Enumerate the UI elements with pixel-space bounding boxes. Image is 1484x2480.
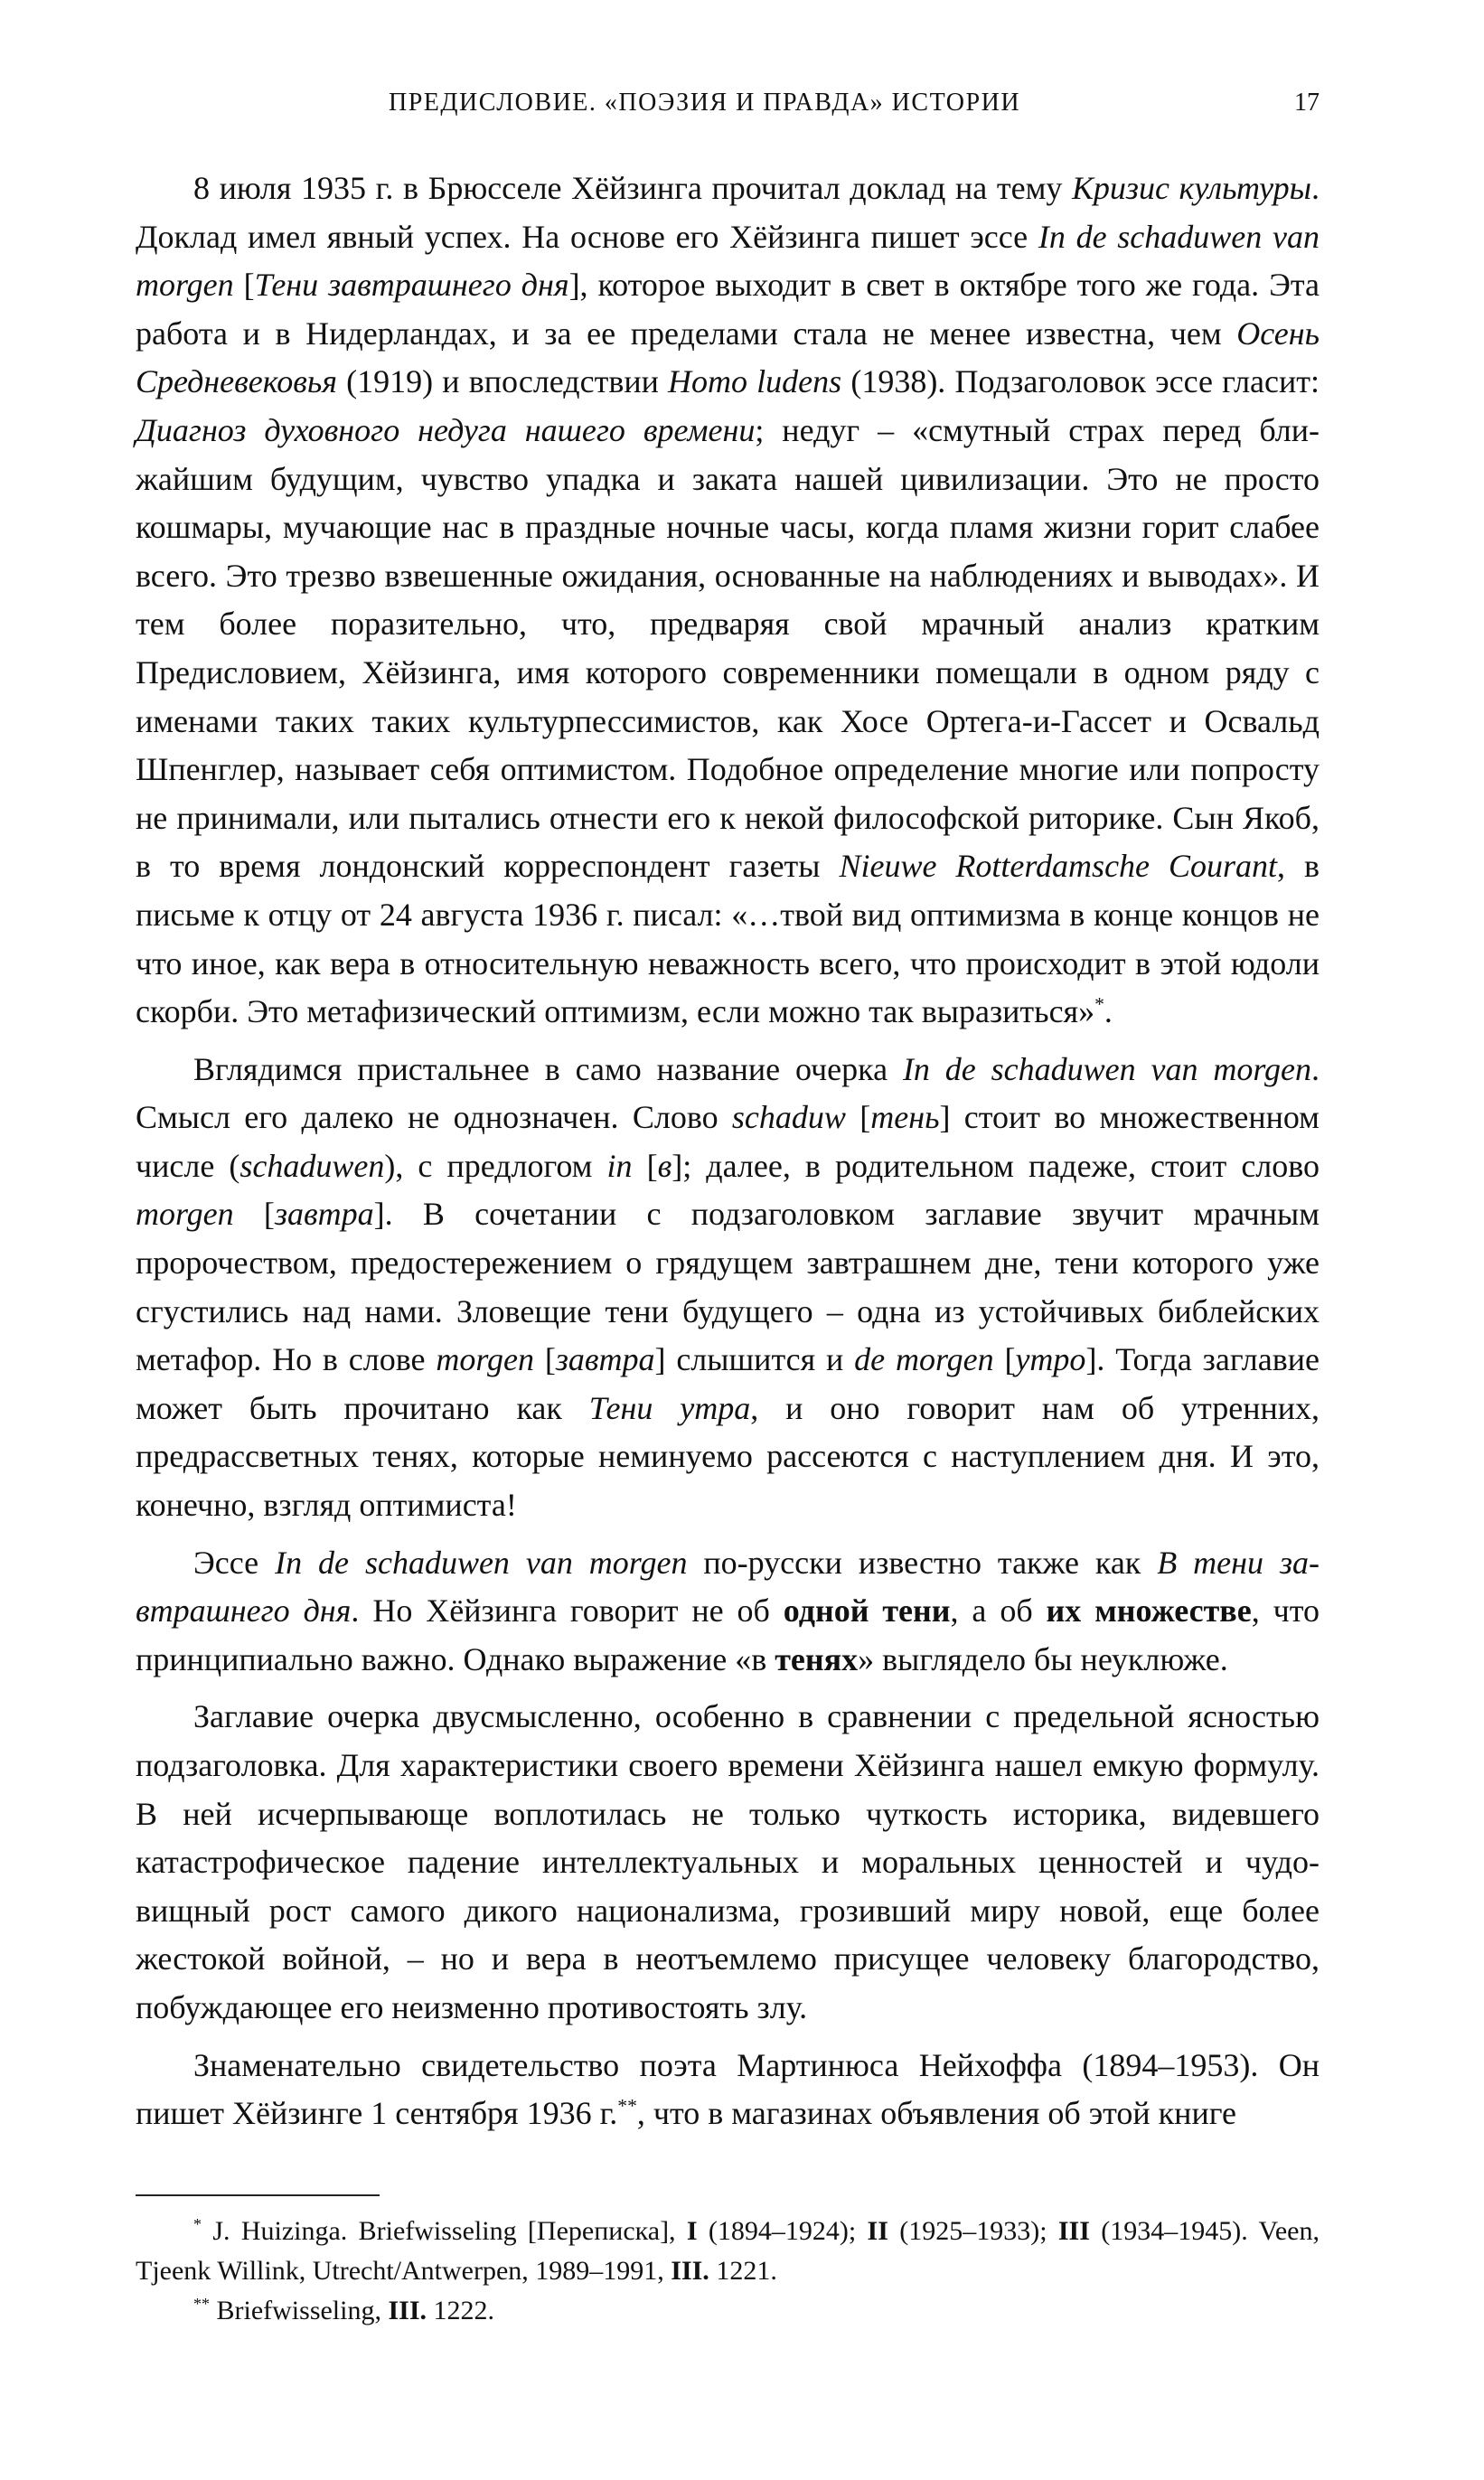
footnote-marker: **: [617, 2095, 637, 2118]
bold-text: I: [686, 2216, 698, 2246]
page-number: 17: [1294, 89, 1320, 117]
text-run: (1925–1933);: [888, 2216, 1058, 2246]
text-run: по-русски известно также как: [687, 1544, 1158, 1581]
paragraph-2: [136, 1046, 1320, 1530]
italic-text: завтра: [555, 1341, 655, 1378]
running-header: [136, 89, 1320, 125]
text-run: 8 июля 1935 г. в Брюсселе Хёйзинга прочитал доклад на тему: [193, 170, 1072, 206]
text-run: J. Huizinga. Briefwisseling [Переписка],: [202, 2216, 687, 2246]
italic-text: Тени завтрашнего дня: [254, 267, 569, 304]
italic-text: в: [657, 1147, 672, 1184]
italic-text: утро: [1015, 1341, 1086, 1378]
text-run: [: [233, 1196, 275, 1233]
text-run: [: [632, 1147, 658, 1184]
italic-text: В тени завтрашнего дня: [136, 1544, 1320, 1630]
text-run: Briefwisseling,: [210, 2296, 389, 2325]
text-run: » выглядело бы неуклюже.: [858, 1640, 1228, 1677]
text-run: . Смысл его далеко не однозначен. Слово: [136, 1050, 1320, 1136]
footnote-1: [136, 2212, 1320, 2291]
italic-text: Кризис культуры: [1072, 170, 1312, 206]
bold-text: III.: [671, 2256, 709, 2286]
italic-text: Диагноз духовного недуга нашего времени: [136, 411, 756, 448]
italic-text: morgen: [436, 1341, 534, 1378]
text-run: (1919) и впоследствии: [336, 363, 669, 400]
paragraph-1: [136, 164, 1320, 1037]
text-run: , что принципиально важно. Однако выражение «в: [136, 1592, 1320, 1677]
italic-text: In de schaduwen van morgen: [902, 1050, 1312, 1087]
text-run: (1934–1945). Veen, Tjeenk Willink, Utrecht/Antwerpen, 1989–1991,: [136, 2216, 1320, 2286]
footnotes: [136, 2212, 1320, 2331]
bold-text: III.: [388, 2296, 427, 2325]
bold-text: II: [867, 2216, 888, 2246]
text-run: Заглавие очерка двусмысленно, особенно в сравнении с предельной ясностью подзаголовка. Для характеристики своего времени Хёйзинга нашел емкую формулу. В ней исчерпывающе воплотилась не только чуткость историка, видевшего катастрофическое падение интеллектуальных и моральных ценностей и чудовищный рост самого дикого национализма, грозивший миру новой, еще более жестокой войной, – но и вера в неотъемлемо присущее человеку благородство, побуждающее его неизменно противостоять злу.: [136, 1698, 1320, 2025]
bold-text: III: [1057, 2216, 1090, 2246]
footnote-marker: *: [193, 2215, 202, 2233]
paragraph-3: [136, 1539, 1320, 1685]
text-run: , что в магазинах объявления об этой книге: [636, 2095, 1236, 2132]
text-run: Вглядимся пристальнее в само название очерка: [193, 1050, 903, 1087]
italic-text: Homo ludens: [668, 363, 842, 400]
italic-text: schaduwen: [240, 1147, 385, 1184]
text-run: [: [533, 1341, 556, 1378]
text-run: (1938). Подзаголовок эссе гласит:: [841, 363, 1320, 400]
italic-text: тень: [870, 1099, 940, 1136]
bold-text: одной тени: [783, 1592, 951, 1630]
text-run: .: [1104, 993, 1113, 1030]
text-run: . Но Хёйзинга говорит не об: [351, 1592, 784, 1630]
paragraph-4: [136, 1693, 1320, 2032]
text-run: (1894–1924);: [697, 2216, 868, 2246]
text-run: ]; далее, в родительном падеже, стоит слово: [672, 1147, 1320, 1184]
italic-text: In de schaduwen van morgen: [136, 218, 1320, 304]
text-run: ] стоит во множественном числе (: [136, 1099, 1320, 1184]
italic-text: morgen: [136, 1196, 234, 1233]
text-run: ]. В сочетании с подзаголовком заглавие звучит мрачным пророчеством, предостережением о грядущем завтрашнем дне, тени которого уже сгустились над нами. Зловещие тени будущего – одна из устойчивых библейских метафор. Но в слове: [136, 1196, 1320, 1378]
bold-text: их множестве: [1046, 1592, 1252, 1630]
text-run: Знаменательно свидетельство поэта Мартинюса Нейхоффа (1894–1953). Он пишет Хёйзинге 1 сентября 1936 г.: [136, 2046, 1320, 2132]
italic-text: In de schaduwen van morgen: [275, 1544, 688, 1581]
italic-text: de morgen: [854, 1341, 994, 1378]
italic-text: schaduw: [731, 1099, 846, 1136]
text-run: ] слышится и: [654, 1341, 855, 1378]
text-run: Эссе: [193, 1544, 276, 1581]
text-run: ], которое выходит в свет в октябре того же года. Эта работа и в Нидерландах, и за ее пределами стала не менее известна, чем: [136, 267, 1320, 352]
bold-text: тенях: [775, 1640, 859, 1677]
text-run: [: [845, 1099, 871, 1136]
text-run: . Доклад имел явный успех. На основе его Хёйзинга пишет эссе: [136, 170, 1320, 255]
text-run: ; недуг – «смутный страх перед ближайшим будущим, чувство упадка и заката нашей цивилизации. Это не просто кошмары, мучающие нас в праздные ночные часы, когда пламя жизни горит слабее всего. Это трезво взвешенные ожидания, основанные на наблюдениях и выводах». И тем более поразительно, что, предваряя свой мрачный анализ кратким Предисловием, Хёйзинга, имя которого современники помещали в одном ряду с именами таких таких культурпессимистов, как Хосе Ортега-и-Гассет и Освальд Шпенглер, называет себя оптимистом. Подобное определение многие или попросту не принимали, или пытались отнести его к некой философской риторике. Сын Якоб, в то время лондонский корреспондент газеты: [136, 411, 1320, 885]
text-run: , и оно говорит нам об утренних, предрассветных тенях, которые неминуемо рассеются с наступлением дня. И это, конечно, взгляд оптимиста!: [136, 1389, 1320, 1524]
italic-text: Nieuwe Rotterdamsche Courant: [839, 848, 1278, 885]
paragraph-5: [136, 2042, 1320, 2138]
text-run: [: [233, 267, 255, 304]
italic-text: Тени утра: [588, 1389, 751, 1426]
body-text: [136, 164, 1320, 2138]
footnote-2: [136, 2291, 1320, 2331]
text-run: ]. Тогда заглавие может быть прочитано как: [136, 1341, 1320, 1426]
footnote-divider: [136, 2194, 380, 2196]
footnote-marker: *: [1094, 993, 1104, 1016]
text-run: 1222.: [427, 2296, 495, 2325]
italic-text: завтра: [274, 1196, 374, 1233]
text-run: 1221.: [709, 2256, 777, 2286]
text-run: , в письме к отцу от 24 августа 1936 г. писал: «…твой вид оптимизма в конце концов не что иное, как вера в относительную неважность всего, что происходит в этой юдоли скорби. Это метафизический оптимизм, если можно так выразиться»: [136, 848, 1320, 1030]
italic-text: Осень Средневековья: [136, 315, 1320, 400]
running-title: ПРЕДИСЛОВИЕ. «ПОЭЗИЯ И ПРАВДА» ИСТОРИИ: [389, 89, 1021, 117]
text-run: , а об: [950, 1592, 1047, 1630]
text-run: ), с предлогом: [384, 1147, 607, 1184]
text-run: [: [993, 1341, 1016, 1378]
footnote-marker: **: [193, 2295, 210, 2313]
italic-text: in: [606, 1147, 633, 1184]
